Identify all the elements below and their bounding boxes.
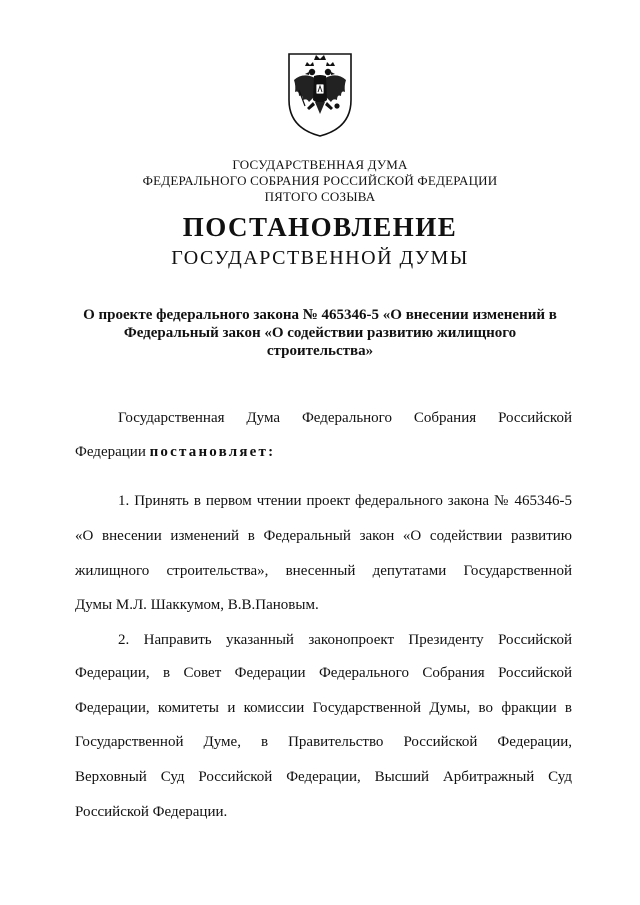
- item2-line-5: Верховный Суд Российской Федерации, Высший Арбитражный Суд: [75, 769, 572, 785]
- resolution-subject: [70, 306, 570, 360]
- preamble-line-1: Государственная Дума Федерального Собрания Российской: [118, 410, 572, 426]
- resolves-keyword: постановляет:: [149, 444, 276, 460]
- item1-line-2: «О внесении изменений в Федеральный закон «О содействии развитию: [75, 528, 572, 544]
- header-line-1: ГОСУДАРСТВЕННАЯ ДУМА: [232, 157, 408, 172]
- subject-line-3: строительства»: [266, 343, 374, 359]
- preamble-line-2: [75, 444, 275, 461]
- item1-line-3: жилищного строительства», внесенный депутатами Государственной: [75, 563, 572, 579]
- coat-of-arms-emblem-icon: [285, 50, 355, 138]
- item2-line-2: Федерации, в Совет Федерации Федерального Собрания Российской: [75, 665, 572, 681]
- item1-line-1: 1. Принять в первом чтении проект федерального закона № 465346-5: [118, 493, 572, 509]
- item2-line-4: Государственной Думе, в Правительство Российской Федерации,: [75, 734, 572, 750]
- item2-line-6: Российской Федерации.: [75, 804, 228, 820]
- header-line-2: ФЕДЕРАЛЬНОГО СОБРАНИЯ РОССИЙСКОЙ ФЕДЕРАЦИИ: [142, 173, 498, 188]
- document-subtitle: ГОСУДАРСТВЕННОЙ ДУМЫ: [171, 247, 469, 269]
- subject-line-2: Федеральный закон «О содействии развитию жилищного: [123, 325, 517, 341]
- document-title: ПОСТАНОВЛЕНИЕ: [182, 212, 458, 242]
- header-line-3: ПЯТОГО СОЗЫВА: [264, 189, 376, 204]
- item2-line-1: 2. Направить указанный законопроект Президенту Российской: [118, 632, 572, 648]
- item2-line-3: Федерации, комитеты и комиссии Государственной Думы, во фракции в: [75, 700, 572, 716]
- item1-line-4: Думы М.Л. Шаккумом, В.В.Пановым.: [75, 597, 319, 613]
- subject-line-1: О проекте федерального закона № 465346-5 «О внесении изменений в: [83, 307, 557, 323]
- preamble-line-2-start: Федерации: [75, 444, 146, 460]
